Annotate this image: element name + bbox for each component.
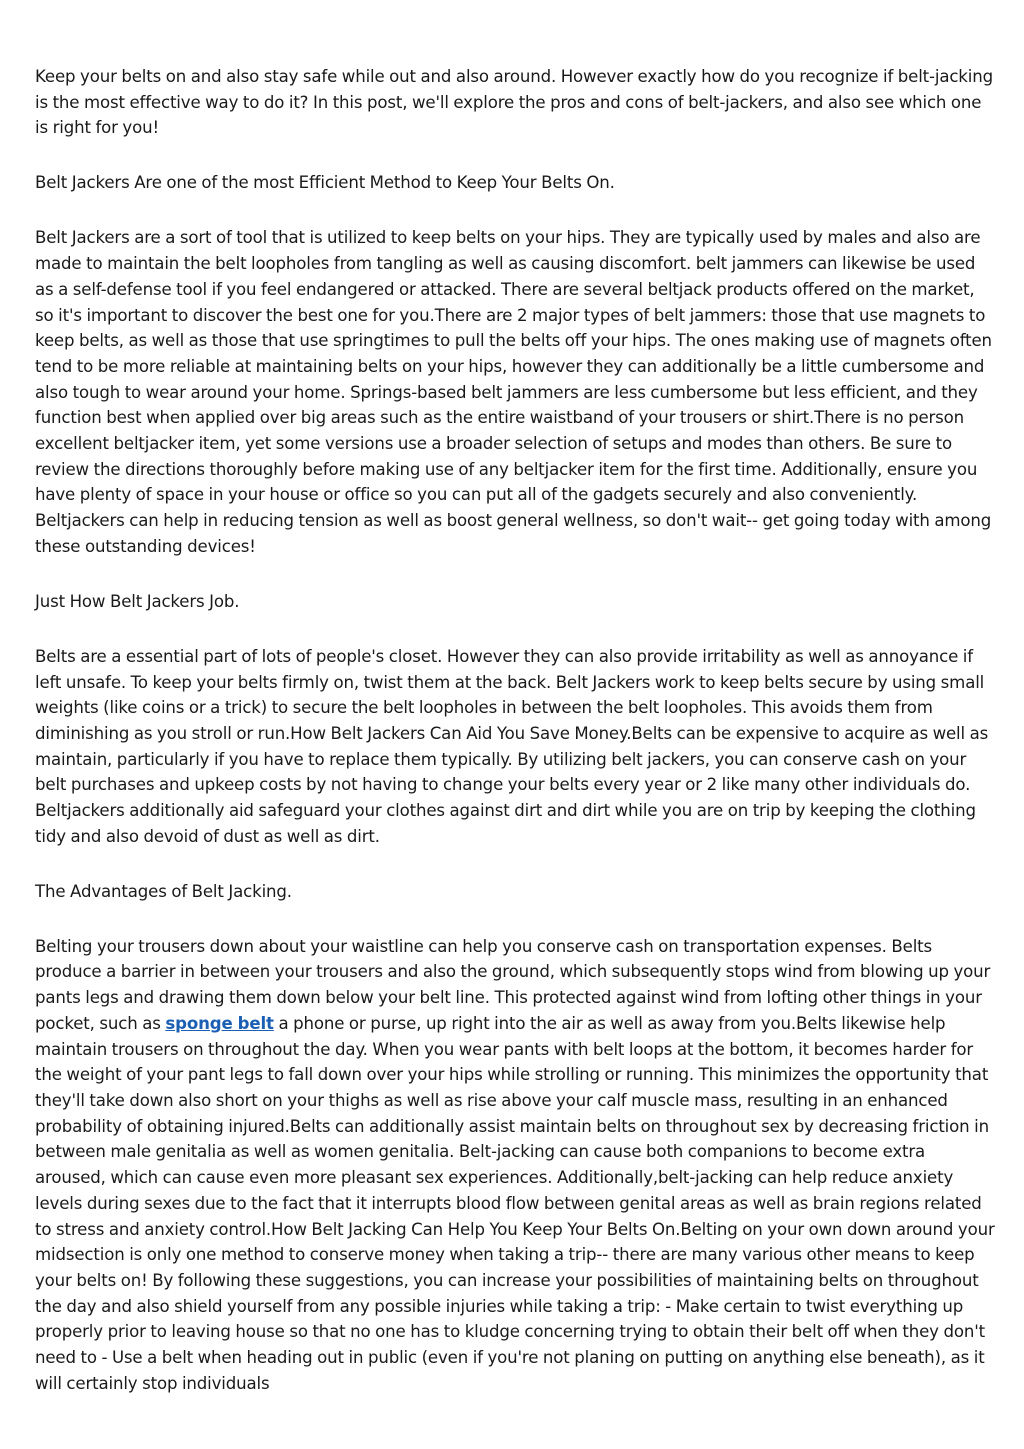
section-heading-advantages: The Advantages of Belt Jacking. [35, 881, 292, 901]
paragraph-belt-jackers-overview: Belt Jackers are a sort of tool that is utilized to keep belts on your hips. They are typically used by males and also are made to maintain the belt loopholes from tangling as well as causing discomfort. belt jammers can likewise be used as a self-defense tool if you feel endangered or attacked. There are several beltjack products offered on the market, so it's important to discover the best one for you.There are 2 major types of belt jammers: those that use magnets to keep belts, as well as those that use springtimes to pull the belts off your hips. The ones making use of magnets often tend to be more reliable at maintaining belts on your hips, however they can additionally be a little cumbersome and also tough to wear around your home. Springs-based belt jammers are less cumbersome but less efficient, and they function best when applied over big areas such as the entire waistband of your trousers or shirt.There is no person excellent beltjacker item, yet some versions use a broader selection of setups and modes than others. Be sure to review the directions thoroughly before making use of any beltjacker item for the first time. Additionally, ensure you have plenty of space in your house or office so you can put all of the gadgets securely and also conveniently. Beltjackers can help in reducing tension as well as boost general wellness, so don't wait-- get going today with among these outstanding devices! [35, 228, 992, 556]
section-heading-efficient-method: Belt Jackers Are one of the most Efficient Method to Keep Your Belts On. [35, 173, 615, 193]
section-heading-how-belt-jackers-work: Just How Belt Jackers Job. [35, 591, 240, 611]
sponge-belt-link[interactable]: sponge belt [165, 1013, 274, 1033]
paragraph-advantages-text-end: a phone or purse, up right into the air as well as away from you.Belts likewise help maintain trousers on throughout the day. When you wear pants with belt loops at the bottom, it becomes harder for the weight of your pant legs to fall down over your hips while strolling or running. This minimizes the opportunity that they'll take down also short on your thighs as well as rise above your calf muscle mass, resulting in an enhanced probability of obtaining injured.Belts can additionally assist maintain belts on throughout sex by decreasing friction in between male genitalia as well as women genitalia. Belt-jacking can cause both companions to become extra aroused, which can cause even more pleasant sex experiences. Additionally,belt-jacking can help reduce anxiety levels during sexes due to the fact that it interrupts blood flow between genital areas as well as brain regions related to stress and anxiety control.How Belt Jacking Can Help You Keep Your Belts On.Belting on your own down around your midsection is only one method to conserve money when taking a trip-- there are many various other means to keep your belts on! By following these suggestions, you can increase your possibilities of maintaining belts on throughout the day and also shield yourself from any possible injuries while taking a trip: - Make certain to twist everything up properly prior to leaving house so that no one has to kludge concerning trying to obtain their belt off when they don't need to - Use a belt when heading out in public (even if you're not planing on putting on anything else beneath), as it will certainly stop individuals [35, 1013, 995, 1393]
article-body [35, 64, 995, 1426]
intro-paragraph: Keep your belts on and also stay safe while out and also around. However exactly how do you recognize if belt-jacking is the most effective way to do it? In this post, we'll explore the pros and cons of belt-jackers, and also see which one is right for you! [35, 67, 993, 138]
paragraph-how-belt-jackers-work: Belts are a essential part of lots of people's closet. However they can also provide irritability as well as annoyance if left unsafe. To keep your belts firmly on, twist them at the back. Belt Jackers work to keep belts secure by using small weights (like coins or a trick) to secure the belt loopholes in between the belt loopholes. This avoids them from diminishing as you stroll or run.How Belt Jackers Can Aid You Save Money.Belts can be expensive to acquire as well as maintain, particularly if you have to replace them typically. By utilizing belt jackers, you can conserve cash on your belt purchases and upkeep costs by not having to change your belts every year or 2 like many other individuals do. Beltjackers additionally aid safeguard your clothes against dirt and dirt while you are on trip by keeping the clothing tidy and also devoid of dust as well as dirt. [35, 646, 989, 846]
paragraph-advantages-text-start: Belting your trousers down about your waistline can help you conserve cash on transportation expenses. Belts produce a barrier in between your trousers and also the ground, which subsequently stops wind from blowing up your pants legs and drawing them down below your belt line. This protected against wind from lofting other things in your pocket, such as [35, 936, 991, 1033]
paragraph-advantages [35, 934, 995, 1397]
